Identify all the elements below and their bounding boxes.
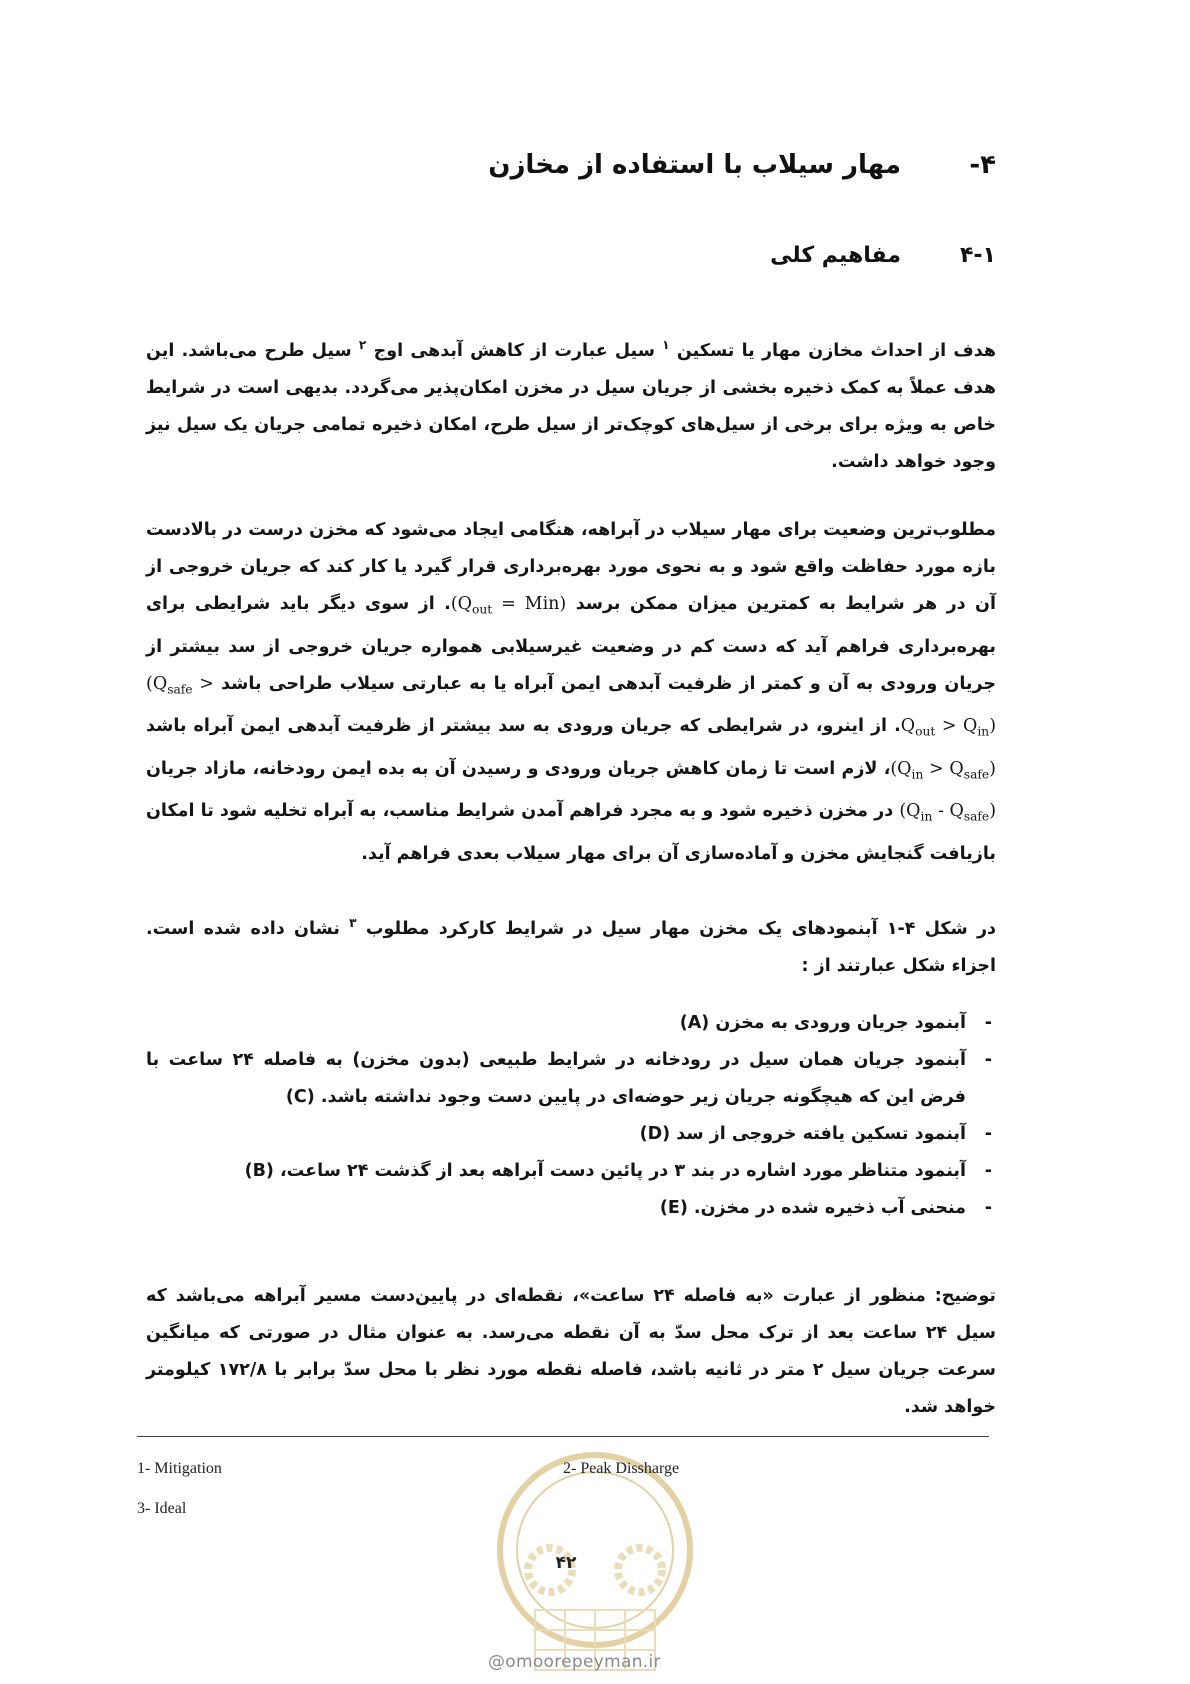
subsection-number: ۴-۱ bbox=[960, 243, 996, 268]
eq-part: > Q bbox=[923, 758, 964, 779]
equation-qin-qsafe bbox=[890, 759, 996, 779]
eq-part: ) bbox=[989, 758, 996, 779]
section-heading bbox=[488, 150, 996, 180]
eq-subscript: safe bbox=[167, 682, 193, 696]
footnote-ref: ۲ bbox=[358, 338, 367, 352]
paragraph-figure-ref bbox=[146, 905, 996, 985]
figure-components-list bbox=[146, 1005, 996, 1227]
list-item bbox=[146, 1153, 996, 1190]
list-item bbox=[146, 1042, 996, 1116]
eq-part: (Q bbox=[899, 801, 921, 821]
subsection-heading bbox=[770, 243, 996, 268]
list-item bbox=[146, 1190, 996, 1227]
text-run: ، لازم است تا زمان کاهش جریان ورودی و رسیدن آن به بده ایمن رودخانه، مازاد جریان bbox=[146, 758, 891, 779]
footnote-divider bbox=[137, 1436, 989, 1437]
eq-part: (Q bbox=[890, 758, 912, 779]
eq-subscript: in bbox=[977, 724, 990, 739]
section-number: ۴- bbox=[969, 150, 996, 180]
eq-subscript: in bbox=[920, 809, 933, 824]
bullet-dash: - bbox=[984, 1161, 992, 1181]
eq-part: - Q bbox=[932, 801, 964, 821]
list-item-text: آبنمود جریان همان سیل در رودخانه در شرایط طبیعی (بدون مخزن) به فاصله ۲۴ ساعت با فرض این که هیچگونه جریان زیر حوضه‌ای در پایین دست وجود نداشته باشد. (C) bbox=[146, 1050, 966, 1107]
footnote-ref: ۱ bbox=[662, 338, 670, 352]
subsection-title: مفاهیم کلی bbox=[770, 243, 901, 268]
eq-subscript: safe bbox=[963, 809, 990, 824]
eq-subscript: safe bbox=[963, 767, 990, 781]
eq-subscript: out bbox=[915, 724, 936, 739]
paragraph-operation bbox=[146, 512, 996, 873]
footnote-1: 1- Mitigation bbox=[137, 1460, 222, 1477]
footnote-2: 2- Peak Dissharge bbox=[563, 1460, 680, 1477]
footnote-3: 3- Ideal bbox=[137, 1500, 187, 1517]
eq-part: ) bbox=[989, 716, 997, 736]
text-run: سیل عبارت از کاهش آبدهی اوج bbox=[373, 340, 655, 361]
bullet-dash: - bbox=[984, 1198, 992, 1218]
page-number: ۴۲ bbox=[555, 1553, 577, 1573]
eq-part: ) bbox=[989, 801, 997, 821]
list-item-text: منحنی آب ذخیره شده در مخزن. (E) bbox=[659, 1198, 966, 1218]
list-item-text: آبنمود متناظر مورد اشاره در بند ۳ در پائین دست آبراهه بعد از گذشت ۲۴ ساعت، (B) bbox=[244, 1161, 966, 1181]
text-run: . از سوی دیگر باید شرایطی برای بهره‌برداری فراهم آید که دست کم در وضعیت غیرسیلابی همواره جریان خروجی از سد بیشتر از جریان ورودی به آن و کمتر از ظرفیت آبدهی ایمن آبراه یا به عبارتی سیلاب طراحی باشد bbox=[146, 594, 997, 694]
explanatory-note: توضیح: منظور از عبارت «به فاصله ۲۴ ساعت»، نقطه‌ای در پایین‌دست مسیر آبراهه می‌باشد که سیل ۲۴ ساعت بعد از ترک محل سدّ به آن نقطه می‌رسد. به عنوان مثال در صورتی که میانگین سرعت جریان سیل ۲ متر در ثانیه باشد، فاصله نقطه مورد نظر با محل سدّ برابر با ۱۷۲/۸ کیلومتر خواهد شد. bbox=[146, 1286, 997, 1417]
bullet-dash: - bbox=[984, 1124, 992, 1144]
bullet-dash: - bbox=[984, 1050, 992, 1070]
list-item bbox=[146, 1005, 996, 1042]
eq-part: (Q bbox=[450, 594, 473, 614]
text-run: نشان داده شده است. اجزاء شکل عبارتند از : bbox=[146, 918, 996, 976]
gear-icon bbox=[618, 1548, 662, 1592]
text-run: سیل طرح می‌باشد. این هدف عملاً به کمک ذخیره بخشی از جریان سیل در مخزن امکان‌پذیر می‌گردد. بدیهی است در شرایط خاص به ویژه برای برخی از سیل‌های کوچک‌تر از سیل طرح، امکان ذخیره تمامی جریان یک سیل نیز وجود خواهد داشت. bbox=[146, 340, 996, 472]
paragraph-intro bbox=[146, 327, 996, 481]
footnote-ref: ۳ bbox=[349, 916, 357, 930]
text-run: در مخزن ذخیره شود و به مجرد فراهم آمدن شرایط مناسب، به آبراه تخلیه شود تا امکان بازیافت گنجایش مخزن و آماده‌سازی آن برای مهار سیلاب بعدی فراهم آید. bbox=[146, 801, 996, 864]
list-item bbox=[146, 1116, 996, 1153]
text-run: . از اینرو، در شرایطی که جریان ورودی به سد بیشتر از ظرفیت آبدهی ایمن آبراه باشد bbox=[146, 716, 901, 736]
eq-part: = Min) bbox=[492, 594, 567, 614]
section-title: مهار سیلاب با استفاده از مخازن bbox=[488, 150, 901, 180]
eq-subscript: out bbox=[472, 602, 493, 617]
eq-subscript: in bbox=[911, 767, 924, 781]
bullet-dash: - bbox=[984, 1013, 992, 1033]
watermark-site-url: @omoorepeyman.ir bbox=[488, 1652, 661, 1672]
text-run: در شکل ۴-۱ آبنمودهای یک مخزن مهار سیل در شرایط کارکرد مطلوب bbox=[365, 918, 997, 939]
eq-part: (Q bbox=[146, 673, 168, 694]
eq-part: > Q bbox=[935, 716, 978, 736]
text-run: مطلوب‌ترین وضعیت برای مهار سیلاب در آبراهه، هنگامی ایجاد می‌شود که مخزن درست در بالادست بازه مورد حفاظت واقع شود و به نحوی مورد بهره‌برداری قرار گیرد یا کار کند که جریان خروجی از آن در هر شرایط به کمترین میزان ممکن برسد bbox=[146, 520, 996, 614]
text-run: هدف از احداث مخازن مهار یا تسکین bbox=[676, 340, 996, 361]
list-item-text: آبنمود تسکین یافته خروجی از سد (D) bbox=[639, 1124, 966, 1144]
equation-qout-min bbox=[450, 594, 567, 617]
equation-excess bbox=[899, 801, 997, 824]
eq-part: > Q bbox=[192, 673, 916, 736]
list-item-text: آبنمود جریان ورودی به مخزن (A) bbox=[679, 1013, 966, 1033]
